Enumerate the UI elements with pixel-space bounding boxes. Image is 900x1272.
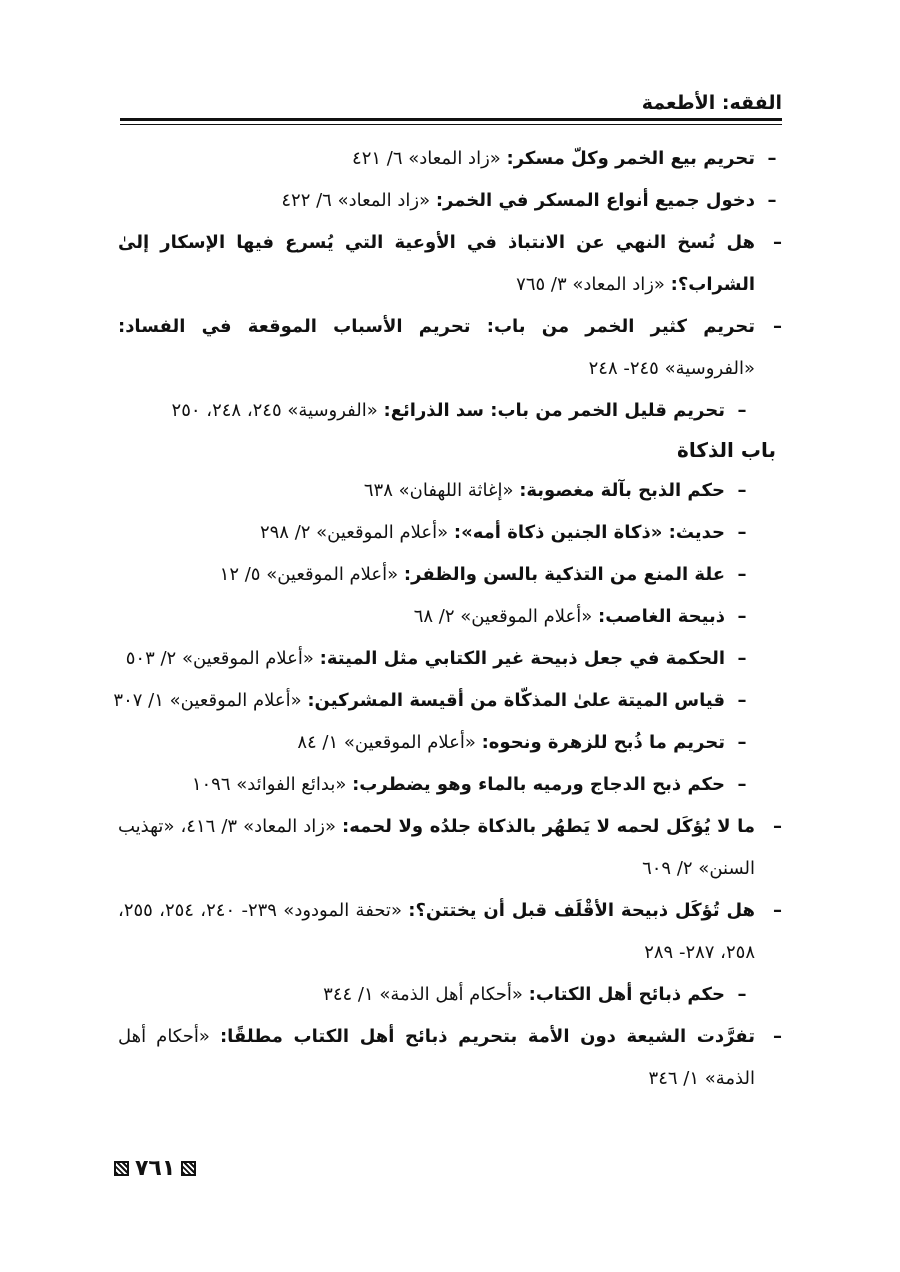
entry-dash: – — [737, 732, 747, 753]
entry-topic: حكم ذبح الدجاج ورميه بالماء وهو يضطرب: — [352, 774, 725, 795]
entry-source: «أعلام الموقعين» ١/ ٣٠٧ — [113, 690, 302, 711]
entry-dash: – — [737, 522, 747, 543]
entry-topic: هل نُسخ النهي عن الانتباذ في الأوعية التي يُسرع فيها الإسكار إلىٰ الشراب؟: — [118, 232, 755, 295]
entry-source: «بدائع الفوائد» ١٠٩٦ — [191, 774, 347, 795]
entry-dash: – — [737, 400, 747, 421]
running-head: الفقه: الأطعمة — [641, 92, 782, 114]
entry-dash: – — [773, 232, 782, 253]
entry-topic: حكم ذبائح أهل الكتاب: — [528, 984, 725, 1005]
entry-dash: – — [767, 148, 777, 169]
entry-source: «أعلام الموقعين» ٢/ ٦٨ — [413, 606, 593, 627]
index-entry — [118, 470, 782, 512]
entry-topic: الحكمة في جعل ذبيحة غير الكتابي مثل الميتة: — [319, 648, 725, 669]
entry-source: «تحفة المودود» ٢٣٩- ٢٤٠، ٢٥٤، ٢٥٥، ٢٥٨، ٢٨٧- ٢٨٩ — [118, 900, 755, 963]
ornament-icon — [181, 1161, 196, 1176]
entry-topic: علة المنع من التذكية بالسن والظفر: — [403, 564, 725, 585]
entry-dash: – — [767, 190, 777, 211]
page-number: ٧٦١ — [135, 1156, 176, 1181]
index-entry — [118, 890, 782, 974]
index-entry — [118, 722, 782, 764]
section-heading: باب الذكاة — [677, 438, 776, 462]
entry-topic: تحريم بيع الخمر وكلّ مسكر: — [506, 148, 755, 169]
index-entry — [118, 1016, 782, 1100]
entry-source: «أحكام أهل الذمة» ١/ ٣٤٤ — [323, 984, 523, 1005]
entry-source: «أحكام أهل الذمة» ١/ ٣٤٦ — [118, 1026, 755, 1089]
entry-topic: تفرَّدت الشيعة دون الأمة بتحريم ذبائح أهل الكتاب مطلقًا: — [219, 1026, 755, 1047]
entry-dash: – — [737, 984, 747, 1005]
entry-source: «زاد المعاد» ٣/ ٤١٦، «تهذيب السنن» ٢/ ٦٠٩ — [118, 816, 755, 879]
index-entries — [113, 138, 782, 1100]
header-rule-thick — [120, 118, 782, 121]
entry-dash: – — [773, 1026, 782, 1047]
header-rule-thin — [120, 124, 782, 125]
entry-source: «زاد المعاد» ٣/ ٧٦٥ — [516, 274, 665, 295]
entry-source: «زاد المعاد» ٦/ ٤٢١ — [352, 148, 501, 169]
entry-dash: – — [737, 648, 747, 669]
entry-source: «أعلام الموقعين» ٢/ ٥٠٣ — [125, 648, 314, 669]
entry-topic: تحريم قليل الخمر من باب: سد الذرائع: — [383, 400, 725, 421]
index-entry — [118, 512, 782, 554]
entry-topic: تحريم ما ذُبح للزهرة ونحوه: — [481, 732, 725, 753]
entry-topic: دخول جميع أنواع المسكر في الخمر: — [435, 190, 755, 211]
index-entry — [118, 764, 782, 806]
entry-source: «إغاثة اللهفان» ٦٣٨ — [363, 480, 514, 501]
page-number-block — [114, 1156, 196, 1181]
entry-topic: هل تُؤكَل ذبيحة الأقْلَف قبل أن يختتن؟: — [408, 900, 756, 921]
entry-topic: ما لا يُؤكَل لحمه لا يَطهُر بالذكاة جلدُه ولا لحمه: — [342, 816, 755, 837]
entry-topic: تحريم كثير الخمر من باب: تحريم الأسباب الموقعة في الفساد: — [118, 316, 755, 337]
index-entry — [118, 596, 782, 638]
entry-source: «الفروسية» ٢٤٥، ٢٤٨، ٢٥٠ — [171, 400, 378, 421]
entry-topic: حديث: «ذكاة الجنين ذكاة أمه»: — [453, 522, 725, 543]
index-entry — [118, 222, 782, 306]
entry-dash: – — [737, 564, 747, 585]
entry-source: «أعلام الموقعين» ١/ ٨٤ — [297, 732, 476, 753]
entry-dash: – — [773, 900, 782, 921]
ornament-icon — [114, 1161, 129, 1176]
entry-source: «الفروسية» ٢٤٥- ٢٤٨ — [588, 358, 755, 379]
index-entry — [118, 554, 782, 596]
index-entry — [118, 974, 782, 1016]
index-entry — [118, 390, 782, 432]
index-entry — [118, 180, 782, 222]
index-entry — [113, 680, 782, 722]
entry-topic: ذبيحة الغاصب: — [598, 606, 725, 627]
index-entry — [118, 306, 782, 390]
index-entry — [118, 138, 782, 180]
index-entry — [118, 806, 782, 890]
entry-dash: – — [737, 480, 747, 501]
entry-source: «أعلام الموقعين» ٢/ ٢٩٨ — [259, 522, 449, 543]
entry-dash: – — [737, 606, 747, 627]
entry-source: «أعلام الموقعين» ٥/ ١٢ — [219, 564, 399, 585]
entry-dash: – — [773, 316, 782, 337]
index-entry — [118, 638, 782, 680]
entry-topic: قياس الميتة علىٰ المذكّاة من أقيسة المشركين: — [307, 690, 725, 711]
entry-topic: حكم الذبح بآلة مغصوبة: — [519, 480, 725, 501]
entry-dash: – — [737, 690, 747, 711]
entry-dash: – — [773, 816, 782, 837]
entry-dash: – — [737, 774, 747, 795]
entry-source: «زاد المعاد» ٦/ ٤٢٢ — [281, 190, 431, 211]
